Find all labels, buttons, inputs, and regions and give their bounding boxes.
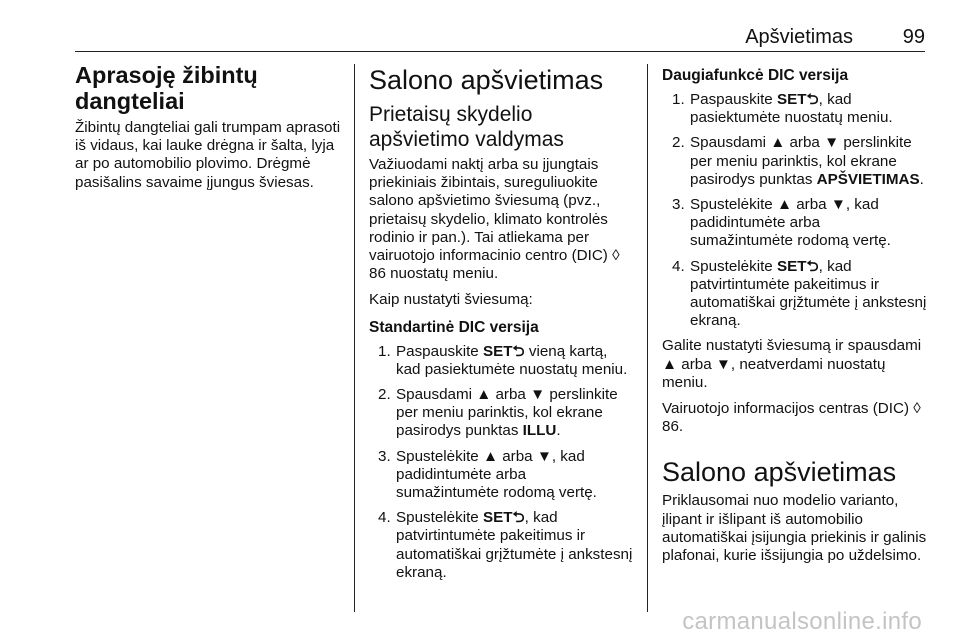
step-text: vieną kartą, kad pasiektumėte nuostatų meniu.: [396, 342, 628, 378]
step-text: , kad pasiektumėte nuostatų meniu.: [690, 91, 893, 127]
procedure-heading: Daugiafunkcė DIC versija: [662, 67, 849, 84]
step-list: [662, 91, 927, 330]
column-right: [662, 60, 927, 573]
step-number: 1.: [378, 342, 391, 360]
step-item: [369, 386, 633, 441]
step-text: Paspauskite: [396, 342, 483, 360]
step-text: .: [919, 170, 924, 188]
paragraph: Priklausomai nuo modelio varianto, įlipant ir išlipant iš automobilio automatiškai įsijungia priekinis ir galinis plafonai, kurie išsijungia po uždelsimo.: [662, 492, 927, 565]
column-middle: [369, 60, 633, 589]
step-text: Spustelėkite: [690, 257, 777, 275]
step-number: 3.: [378, 447, 391, 465]
step-text: , kad patvirtintumėte pakeitimus ir automatiškai grįžtumėte į ankstesnį ekraną.: [396, 509, 633, 581]
step-item: [662, 134, 927, 189]
watermark: carmanualsonline.info: [682, 608, 922, 635]
step-item: [662, 196, 927, 251]
paragraph: Žibintų dangteliai gali trumpam aprasoti iš vidaus, kai lauke drėgna ir šalta, lyja ar po automobilio plovimo. Drėgmė pasišalins savaime įjungus šviesas.: [75, 119, 341, 191]
paragraph: Kaip nustatyti šviesumą:: [369, 291, 533, 309]
step-item: [369, 448, 633, 503]
header-rule: [75, 51, 925, 52]
step-number: 3.: [672, 196, 685, 214]
step-item: [662, 91, 927, 127]
step-list: [369, 343, 633, 582]
step-item: [662, 258, 927, 331]
paragraph: Galite nustatyti šviesumą ir spausdami ▲ arba ▼, neatverdami nuostatų meniu.: [662, 337, 922, 391]
step-item: [369, 509, 633, 582]
step-text: Spausdami ▲ arba ▼ perslinkite per meniu parinktis, kol ekrane pasirodys punktas: [396, 386, 618, 440]
column-left: [75, 60, 343, 200]
step-number: 1.: [672, 91, 685, 108]
step-text: Spausdami ▲ arba ▼ perslinkite per meniu parinktis, kol ekrane pasirodys punktas: [690, 134, 912, 188]
step-text: Spustelėkite ▲ arba ▼, kad padidintumėte arba sumažintumėte rodomą vertę.: [396, 447, 597, 502]
procedure-heading: Standartinė DIC versija: [369, 318, 539, 336]
step-number: 4.: [378, 509, 391, 527]
step-keyword: SET⮌: [482, 509, 525, 527]
step-text: , kad patvirtintumėte pakeitimus ir automatiškai grįžtumėte į ankstesnį ekraną.: [690, 257, 927, 330]
paragraph: Vairuotojo informacijos centras (DIC) ◊ 86.: [662, 400, 921, 436]
section-title: Salono apšvietimas: [662, 457, 897, 488]
subsection-title: Prietaisų skydelio apšvietimo valdymas: [369, 103, 564, 151]
step-text: Spustelėkite ▲ arba ▼, kad padidintumėte arba sumažintumėte rodomą vertę.: [690, 196, 891, 250]
column-divider-left: [354, 64, 355, 612]
page-number: 99: [902, 26, 925, 48]
step-text: .: [556, 422, 561, 440]
section-title: Salono apšvietimas: [369, 65, 604, 95]
step-keyword: APŠVIETIMAS: [816, 170, 920, 188]
column-divider-right: [647, 64, 648, 612]
step-keyword: SET⮌: [482, 342, 525, 360]
step-number: 4.: [672, 257, 685, 275]
step-keyword: SET⮌: [776, 91, 819, 108]
paragraph: Važiuodami naktį arba su įjungtais priekiniais žibintais, sureguliuokite salono apšvietimo šviesumą (pvz., prietaisų skydelio, klimato kontrolės rodinio ir pan.). Tai atliekama per vairuotojo informacinio centro (DIC) ◊ 86 nuostatų meniu.: [369, 156, 620, 283]
step-number: 2.: [378, 386, 391, 404]
header-title: Apšvietimas: [745, 26, 853, 48]
step-number: 2.: [672, 134, 685, 152]
page-header: [75, 26, 925, 48]
section-heading: Aprasoję žibintų dangteliai: [75, 62, 258, 114]
step-keyword: ILLU: [522, 422, 557, 440]
step-item: [369, 343, 633, 379]
step-text: Spustelėkite: [396, 509, 483, 527]
step-text: Paspauskite: [690, 91, 777, 108]
step-keyword: SET⮌: [776, 257, 819, 275]
